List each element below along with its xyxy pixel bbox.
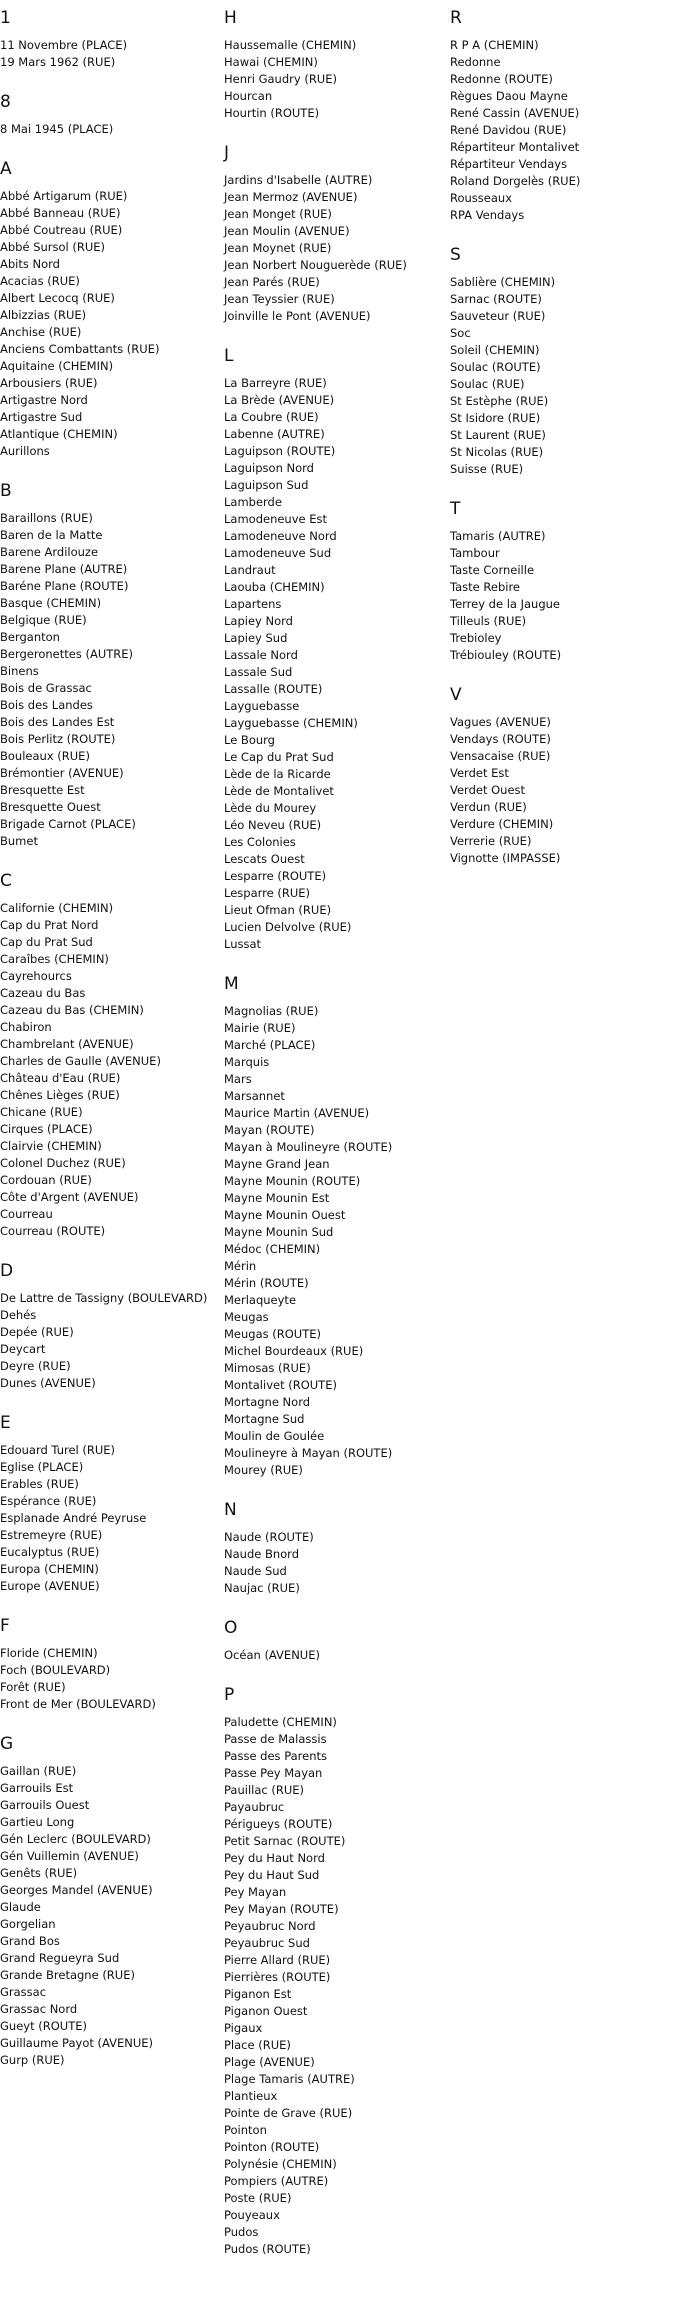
- street-name: Pointe de Grave (RUE): [224, 2106, 353, 2120]
- street-name: Naujac (RUE): [224, 1581, 300, 1595]
- street-name: Sablière (CHEMIN): [450, 275, 556, 289]
- street-name: Mortagne Nord: [224, 1395, 311, 1409]
- street-name: Océan (AVENUE): [224, 1648, 320, 1662]
- street-name: St Estèphe (RUE): [450, 394, 549, 408]
- street-name: Mairie (RUE): [224, 1021, 296, 1035]
- street-name: Garrouils Ouest: [0, 1798, 90, 1812]
- street-name: St Nicolas (RUE): [450, 445, 544, 459]
- street-name: Naude (ROUTE): [224, 1530, 314, 1544]
- street-name: Verdet Ouest: [450, 783, 526, 797]
- street-name: Acacias (RUE): [0, 274, 80, 288]
- street-name: Espérance (RUE): [0, 1494, 97, 1508]
- street-name: René Davidou (RUE): [450, 123, 567, 137]
- street-name: Le Cap du Prat Sud: [224, 750, 334, 764]
- section-letter-heading: 1: [0, 8, 11, 28]
- street-name: Verdun (RUE): [450, 800, 527, 814]
- street-name: Mayne Mounin (ROUTE): [224, 1174, 361, 1188]
- street-name: Depée (RUE): [0, 1325, 74, 1339]
- letter-section: [0, 8, 215, 71]
- street-column-3: [450, 8, 670, 888]
- street-name: Mérin (ROUTE): [224, 1276, 309, 1290]
- street-name: Eglise (PLACE): [0, 1460, 84, 1474]
- street-name: Tamaris (AUTRE): [450, 529, 546, 543]
- street-name: Laguipson Nord: [224, 461, 314, 475]
- street-name: Jean Parés (RUE): [224, 275, 320, 289]
- street-name: Layguebasse (CHEMIN): [224, 716, 358, 730]
- street-name: Soc: [450, 326, 471, 340]
- street-name: Georges Mandel (AVENUE): [0, 1883, 153, 1897]
- street-name: Lamberde: [224, 495, 282, 509]
- section-letter-heading: N: [224, 1500, 237, 1520]
- street-name: RPA Vendays: [450, 208, 525, 222]
- street-name: Artigastre Sud: [0, 410, 83, 424]
- street-name: Jean Monget (RUE): [224, 207, 332, 221]
- street-name: Lède de la Ricarde: [224, 767, 331, 781]
- street-name: Magnolias (RUE): [224, 1004, 319, 1018]
- street-name: Paludette (CHEMIN): [224, 1715, 337, 1729]
- street-name: Cayrehourcs: [0, 969, 72, 983]
- section-letter-heading: J: [224, 143, 230, 163]
- street-name: Abbé Coutreau (RUE): [0, 223, 123, 237]
- street-name: Règues Daou Mayne: [450, 89, 568, 103]
- street-name: Deyre (RUE): [0, 1359, 71, 1373]
- street-name: Maurice Martin (AVENUE): [224, 1106, 370, 1120]
- street-name: Moulineyre à Mayan (ROUTE): [224, 1446, 393, 1460]
- street-name: Trébiouley (ROUTE): [450, 648, 562, 662]
- street-name: Jean Teyssier (RUE): [224, 292, 335, 306]
- street-name: Plage Tamaris (AUTRE): [224, 2072, 355, 2086]
- street-name: Bumet: [0, 834, 38, 848]
- street-name: Jardins d'Isabelle (AUTRE): [224, 173, 373, 187]
- street-name: Jean Moynet (RUE): [224, 241, 332, 255]
- section-letter-heading: F: [0, 1616, 10, 1636]
- street-name: Europa (CHEMIN): [0, 1562, 99, 1576]
- street-name: Passe des Parents: [224, 1749, 328, 1763]
- street-name: Mayan (ROUTE): [224, 1123, 315, 1137]
- street-name: Aquitaine (CHEMIN): [0, 359, 114, 373]
- street-name: Pierre Allard (RUE): [224, 1953, 331, 1967]
- section-letter-heading: C: [0, 871, 12, 891]
- letter-section: [224, 1685, 444, 2258]
- street-name: Lucien Delvolve (RUE): [224, 920, 352, 934]
- street-name: Gén Leclerc (BOULEVARD): [0, 1832, 151, 1846]
- letter-section: [0, 1734, 215, 2069]
- letter-section: [224, 346, 444, 953]
- street-name: Sarnac (ROUTE): [450, 292, 542, 306]
- street-name: St Isidore (RUE): [450, 411, 541, 425]
- street-name: Rousseaux: [450, 191, 512, 205]
- street-name: Terrey de la Jaugue: [450, 597, 561, 611]
- street-name: Europe (AVENUE): [0, 1579, 100, 1593]
- street-name: Piganon Ouest: [224, 2004, 308, 2018]
- street-name: Château d'Eau (RUE): [0, 1071, 121, 1085]
- street-name: Chênes Lièges (RUE): [0, 1088, 120, 1102]
- section-letter-heading: L: [224, 346, 234, 366]
- street-name: Cirques (PLACE): [0, 1122, 93, 1136]
- street-name: Lamodeneuve Nord: [224, 529, 337, 543]
- street-name: Labenne (AUTRE): [224, 427, 325, 441]
- street-name: La Brède (AVENUE): [224, 393, 335, 407]
- street-name: Arbousiers (RUE): [0, 376, 98, 390]
- street-name: Verdure (CHEMIN): [450, 817, 554, 831]
- street-name: Pigaux: [224, 2021, 263, 2035]
- section-letter-heading: R: [450, 8, 462, 28]
- street-name: Le Bourg: [224, 733, 275, 747]
- letter-section: [0, 871, 215, 1240]
- street-name: Forêt (RUE): [0, 1680, 66, 1694]
- street-name: Cazeau du Bas (CHEMIN): [0, 1003, 144, 1017]
- street-name: Soulac (ROUTE): [450, 360, 541, 374]
- street-name: Lapartens: [224, 597, 282, 611]
- street-name: Joinville le Pont (AVENUE): [224, 309, 371, 323]
- street-name: Atlantique (CHEMIN): [0, 427, 118, 441]
- street-name: Poste (RUE): [224, 2191, 292, 2205]
- street-name: Gueyt (ROUTE): [0, 2019, 87, 2033]
- street-name: Cordouan (RUE): [0, 1173, 92, 1187]
- section-letter-heading: A: [0, 159, 12, 179]
- street-name: Lassale Nord: [224, 648, 298, 662]
- street-name: Dunes (AVENUE): [0, 1376, 96, 1390]
- street-name: Bresquette Ouest: [0, 800, 101, 814]
- street-name: Répartiteur Montalivet: [450, 140, 580, 154]
- street-name: Pudos: [224, 2225, 259, 2239]
- street-name: Pudos (ROUTE): [224, 2242, 311, 2256]
- letter-section: [224, 8, 444, 122]
- street-column-2: [224, 8, 444, 2279]
- street-name: Répartiteur Vendays: [450, 157, 568, 171]
- street-name: Mayne Mounin Ouest: [224, 1208, 346, 1222]
- street-name: Pierrières (ROUTE): [224, 1970, 331, 1984]
- street-name: Pompiers (AUTRE): [224, 2174, 329, 2188]
- street-name: Mayne Grand Jean: [224, 1157, 330, 1171]
- street-name: Tambour: [450, 546, 500, 560]
- street-name: Anchise (RUE): [0, 325, 82, 339]
- street-name: Eucalyptus (RUE): [0, 1545, 100, 1559]
- street-name: Grand Bos: [0, 1934, 60, 1948]
- street-name: Passe de Malassis: [224, 1732, 327, 1746]
- street-name: Gartieu Long: [0, 1815, 75, 1829]
- street-name: Redonne: [450, 55, 501, 69]
- street-name: Pey du Haut Nord: [224, 1851, 325, 1865]
- street-name: Layguebasse: [224, 699, 300, 713]
- section-letter-heading: O: [224, 1618, 238, 1638]
- street-name: Vignotte (IMPASSE): [450, 851, 561, 865]
- street-name: Peyaubruc Sud: [224, 1936, 310, 1950]
- street-name: Lamodeneuve Sud: [224, 546, 332, 560]
- street-name: Mayan à Moulineyre (ROUTE): [224, 1140, 393, 1154]
- street-name: Cazeau du Bas: [0, 986, 86, 1000]
- street-name: Montalivet (ROUTE): [224, 1378, 337, 1392]
- street-name: Lassale Sud: [224, 665, 293, 679]
- street-name: Léo Neveu (RUE): [224, 818, 322, 832]
- street-name: Abbé Artigarum (RUE): [0, 189, 128, 203]
- street-name: Bois des Landes: [0, 698, 93, 712]
- street-name: Colonel Duchez (RUE): [0, 1156, 126, 1170]
- street-name: Bresquette Est: [0, 783, 85, 797]
- street-name: Laguipson (ROUTE): [224, 444, 336, 458]
- street-name: Bois de Grassac: [0, 681, 92, 695]
- street-name: Pauillac (RUE): [224, 1783, 305, 1797]
- street-name: Mayne Mounin Est: [224, 1191, 330, 1205]
- section-letter-heading: E: [0, 1413, 11, 1433]
- street-name: Charles de Gaulle (AVENUE): [0, 1054, 161, 1068]
- street-name: Albizzias (RUE): [0, 308, 87, 322]
- street-name: Abbé Sursol (RUE): [0, 240, 106, 254]
- street-name: Chabiron: [0, 1020, 52, 1034]
- street-name: Mayne Mounin Sud: [224, 1225, 334, 1239]
- street-name: Jean Norbert Nouguerède (RUE): [224, 258, 407, 272]
- street-name: Albert Lecocq (RUE): [0, 291, 115, 305]
- street-name: Périgueys (ROUTE): [224, 1817, 333, 1831]
- letter-section: [0, 92, 215, 138]
- street-name: Moulin de Goulée: [224, 1429, 325, 1443]
- section-letter-heading: H: [224, 8, 237, 28]
- street-name: Hourtin (ROUTE): [224, 106, 320, 120]
- street-name: Grassac Nord: [0, 2002, 78, 2016]
- street-name: Vendays (ROUTE): [450, 732, 551, 746]
- street-name: Pey Mayan (ROUTE): [224, 1902, 339, 1916]
- street-name: Trebioley: [450, 631, 502, 645]
- street-name: Meugas (ROUTE): [224, 1327, 322, 1341]
- street-name: Payaubruc: [224, 1800, 285, 1814]
- street-name: Place (RUE): [224, 2038, 291, 2052]
- section-letter-heading: 8: [0, 92, 11, 112]
- street-name: Clairvie (CHEMIN): [0, 1139, 102, 1153]
- street-name: Gén Vuillemin (AVENUE): [0, 1849, 139, 1863]
- street-name: Floride (CHEMIN): [0, 1646, 98, 1660]
- section-letter-heading: T: [450, 499, 461, 519]
- letter-section: [450, 8, 670, 224]
- section-letter-heading: V: [450, 685, 462, 705]
- section-letter-heading: D: [0, 1261, 14, 1281]
- street-name: Gorgelian: [0, 1917, 56, 1931]
- section-letter-heading: B: [0, 481, 12, 501]
- street-name: Basque (CHEMIN): [0, 596, 102, 610]
- street-name: Chicane (RUE): [0, 1105, 83, 1119]
- section-letter-heading: M: [224, 974, 239, 994]
- street-name: Suisse (RUE): [450, 462, 524, 476]
- street-name: St Laurent (RUE): [450, 428, 546, 442]
- letter-section: [450, 245, 670, 478]
- street-name: Lesparre (RUE): [224, 886, 310, 900]
- street-name: Estremeyre (RUE): [0, 1528, 103, 1542]
- street-name: Les Colonies: [224, 835, 296, 849]
- street-name: Haussemalle (CHEMIN): [224, 38, 357, 52]
- street-name: Foch (BOULEVARD): [0, 1663, 111, 1677]
- street-name: Berganton: [0, 630, 60, 644]
- street-name: Jean Moulin (AVENUE): [224, 224, 350, 238]
- street-name: Laguipson Sud: [224, 478, 309, 492]
- letter-section: [0, 159, 215, 460]
- street-name: 19 Mars 1962 (RUE): [0, 55, 116, 69]
- street-name: Baraillons (RUE): [0, 511, 93, 525]
- letter-section: [450, 499, 670, 664]
- street-name: Barene Ardilouze: [0, 545, 99, 559]
- street-name: Chambrelant (AVENUE): [0, 1037, 134, 1051]
- street-name: Grand Regueyra Sud: [0, 1951, 120, 1965]
- letter-section: [224, 143, 444, 325]
- street-name: Garrouils Est: [0, 1781, 74, 1795]
- street-name: Hawai (CHEMIN): [224, 55, 318, 69]
- street-name: Baren de la Matte: [0, 528, 103, 542]
- street-name: La Coubre (RUE): [224, 410, 319, 424]
- street-name: Mérin: [224, 1259, 257, 1273]
- street-name: Pey du Haut Sud: [224, 1868, 320, 1882]
- street-name: 8 Mai 1945 (PLACE): [0, 122, 114, 136]
- street-name: Lassalle (ROUTE): [224, 682, 323, 696]
- street-name: Binens: [0, 664, 39, 678]
- street-name: Landraut: [224, 563, 276, 577]
- street-name: Merlaqueyte: [224, 1293, 297, 1307]
- street-name: Laouba (CHEMIN): [224, 580, 325, 594]
- street-name: Lieut Ofman (RUE): [224, 903, 332, 917]
- street-name: Jean Mermoz (AVENUE): [224, 190, 358, 204]
- street-name: Piganon Est: [224, 1987, 292, 2001]
- letter-section: [224, 1618, 444, 1664]
- street-name: Hourcan: [224, 89, 273, 103]
- street-name: Genêts (RUE): [0, 1866, 78, 1880]
- street-name: Lescats Ouest: [224, 852, 305, 866]
- street-name: Vensacaise (RUE): [450, 749, 551, 763]
- street-name: Guillaume Payot (AVENUE): [0, 2036, 154, 2050]
- street-name: Lamodeneuve Est: [224, 512, 328, 526]
- street-name: Belgique (RUE): [0, 613, 87, 627]
- street-name: Naude Sud: [224, 1564, 287, 1578]
- street-name: Roland Dorgelès (RUE): [450, 174, 581, 188]
- street-name: Abits Nord: [0, 257, 60, 271]
- street-name: Glaude: [0, 1900, 41, 1914]
- street-name: 11 Novembre (PLACE): [0, 38, 128, 52]
- section-letter-heading: P: [224, 1685, 235, 1705]
- street-name: Brémontier (AVENUE): [0, 766, 124, 780]
- street-name: Cap du Prat Nord: [0, 918, 99, 932]
- section-letter-heading: S: [450, 245, 461, 265]
- street-name: Taste Corneille: [450, 563, 535, 577]
- letter-section: [450, 685, 670, 867]
- street-name: Lesparre (ROUTE): [224, 869, 327, 883]
- street-name: Naude Bnord: [224, 1547, 300, 1561]
- street-name: Meugas: [224, 1310, 269, 1324]
- street-name: Erables (RUE): [0, 1477, 79, 1491]
- street-name: Bergeronettes (AUTRE): [0, 647, 134, 661]
- street-name: Caraîbes (CHEMIN): [0, 952, 109, 966]
- street-name: Dehés: [0, 1308, 37, 1322]
- street-name: Front de Mer (BOULEVARD): [0, 1697, 156, 1711]
- street-name: Plage (AVENUE): [224, 2055, 315, 2069]
- street-name: Bois Perlitz (ROUTE): [0, 732, 116, 746]
- street-name: Deycart: [0, 1342, 46, 1356]
- street-name: Soleil (CHEMIN): [450, 343, 540, 357]
- street-name: Verdet Est: [450, 766, 509, 780]
- street-name: Redonne (ROUTE): [450, 72, 553, 86]
- street-name: R P A (CHEMIN): [450, 38, 539, 52]
- street-name: Pointon: [224, 2123, 267, 2137]
- street-name: Mimosas (RUE): [224, 1361, 311, 1375]
- street-name: Baréne Plane (ROUTE): [0, 579, 129, 593]
- street-name: Passe Pey Mayan: [224, 1766, 323, 1780]
- street-name: Aurillons: [0, 444, 50, 458]
- street-name: Côte d'Argent (AVENUE): [0, 1190, 139, 1204]
- street-name: Gaillan (RUE): [0, 1764, 77, 1778]
- street-name: Marsannet: [224, 1089, 285, 1103]
- street-name: Mourey (RUE): [224, 1463, 303, 1477]
- street-name: Edouard Turel (RUE): [0, 1443, 116, 1457]
- street-name: Médoc (CHEMIN): [224, 1242, 321, 1256]
- street-name: Brigade Carnot (PLACE): [0, 817, 136, 831]
- street-name: Abbé Banneau (RUE): [0, 206, 121, 220]
- street-name: Grassac: [0, 1985, 47, 1999]
- street-name: Polynésie (CHEMIN): [224, 2157, 337, 2171]
- street-name: Marquis: [224, 1055, 270, 1069]
- street-name: Taste Rebire: [450, 580, 520, 594]
- street-name: Pointon (ROUTE): [224, 2140, 320, 2154]
- street-name: Californie (CHEMIN): [0, 901, 114, 915]
- street-name: Plantieux: [224, 2089, 278, 2103]
- street-name: La Barreyre (RUE): [224, 376, 327, 390]
- street-name: Lapiey Sud: [224, 631, 288, 645]
- letter-section: [0, 1413, 215, 1595]
- street-name: Mars: [224, 1072, 252, 1086]
- street-name: Michel Bourdeaux (RUE): [224, 1344, 364, 1358]
- street-name: Bouleaux (RUE): [0, 749, 90, 763]
- section-letter-heading: G: [0, 1734, 14, 1754]
- street-name: Tilleuls (RUE): [450, 614, 527, 628]
- street-name: Pey Mayan: [224, 1885, 287, 1899]
- street-name: Courreau (ROUTE): [0, 1224, 106, 1238]
- street-name: René Cassin (AVENUE): [450, 106, 580, 120]
- street-name: Artigastre Nord: [0, 393, 88, 407]
- street-name: Sauveteur (RUE): [450, 309, 546, 323]
- street-name: Soulac (RUE): [450, 377, 525, 391]
- street-name: Bois des Landes Est: [0, 715, 115, 729]
- street-name: Courreau: [0, 1207, 53, 1221]
- street-name: Henri Gaudry (RUE): [224, 72, 337, 86]
- street-name: Peyaubruc Nord: [224, 1919, 316, 1933]
- street-name: Vagues (AVENUE): [450, 715, 551, 729]
- street-name: Verrerie (RUE): [450, 834, 532, 848]
- street-name: Grande Bretagne (RUE): [0, 1968, 135, 1982]
- letter-section: [224, 974, 444, 1479]
- street-name: Esplanade André Peyruse: [0, 1511, 147, 1525]
- street-name: Lapiey Nord: [224, 614, 293, 628]
- street-name: Mortagne Sud: [224, 1412, 305, 1426]
- street-name: Lussat: [224, 937, 262, 951]
- street-name: Lède de Montalivet: [224, 784, 334, 798]
- street-name: Cap du Prat Sud: [0, 935, 93, 949]
- letter-section: [0, 1261, 215, 1392]
- letter-section: [0, 1616, 215, 1713]
- street-name: Petit Sarnac (ROUTE): [224, 1834, 346, 1848]
- street-name: De Lattre de Tassigny (BOULEVARD): [0, 1291, 208, 1305]
- letter-section: [0, 481, 215, 850]
- street-name: Gurp (RUE): [0, 2053, 65, 2067]
- street-name: Lède du Mourey: [224, 801, 317, 815]
- street-column-1: [0, 8, 215, 2090]
- street-name: Anciens Combattants (RUE): [0, 342, 160, 356]
- letter-section: [224, 1500, 444, 1597]
- street-name: Marché (PLACE): [224, 1038, 316, 1052]
- street-name: Pouyeaux: [224, 2208, 280, 2222]
- street-name: Barene Plane (AUTRE): [0, 562, 128, 576]
